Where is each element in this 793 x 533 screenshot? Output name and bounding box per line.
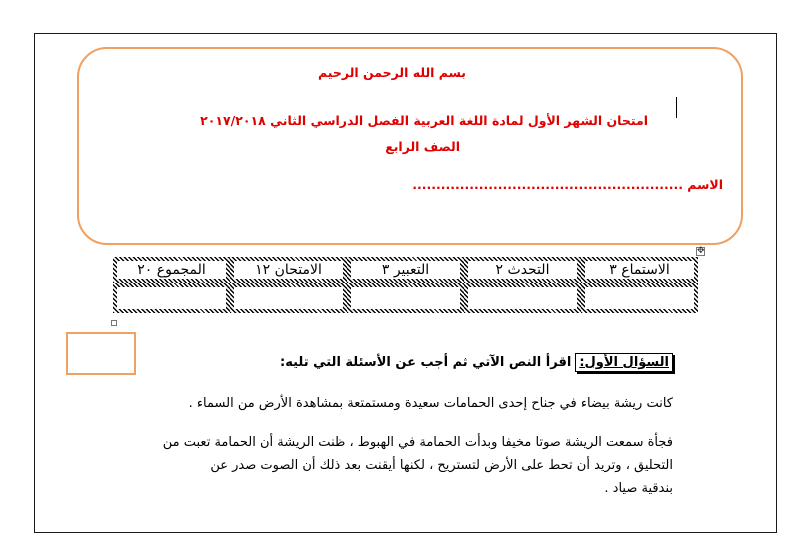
- score-table: [113, 257, 698, 313]
- passage-line: كانت ريشة بيضاء في جناح إحدى الحمامات سعيدة ومستمتعة بمشاهدة الأرض من السماء .: [188, 396, 673, 411]
- question-label: السؤال الأول:: [575, 353, 673, 372]
- score-header-cell[interactable]: المجموع ٢٠: [137, 262, 206, 278]
- passage-line: التحليق ، وتريد أن تحط على الأرض لتستريح ، لكنها أيقنت بعد ذلك أن الصوت صدر عن: [210, 458, 673, 473]
- name-field-line: الاسم .........................................................: [412, 177, 723, 192]
- table-resize-handle[interactable]: [111, 320, 117, 326]
- passage-line: فجأة سمعت الريشة صوتا مخيفا وبدأت الحمامة في الهبوط ، ظنت الريشة أن الحمامة تعبت من: [162, 435, 673, 450]
- score-table-value-row: [113, 283, 698, 313]
- score-box[interactable]: [66, 332, 136, 375]
- question-line: [280, 353, 673, 372]
- score-header-cell[interactable]: الامتحان ١٢: [255, 262, 322, 278]
- score-header-cell[interactable]: الاستماع ٣: [609, 262, 670, 278]
- score-header-cell[interactable]: التعبير ٣: [381, 262, 430, 278]
- basmala: بسم الله الرحمن الرحيم: [318, 65, 466, 80]
- table-move-handle-icon[interactable]: ✥: [697, 246, 705, 256]
- text-cursor: [676, 97, 677, 118]
- grade-label: الصف الرابع: [385, 139, 460, 154]
- exam-title: امتحان الشهر الأول لمادة اللغة العربية الفصل الدراسي الثاني ٢٠١٧/٢٠١٨: [200, 113, 648, 128]
- score-value-cell[interactable]: [581, 283, 698, 313]
- score-table-header-row: [113, 257, 698, 283]
- passage-line: بندقية صياد .: [604, 481, 673, 496]
- score-header-cell[interactable]: التحدث ٢: [495, 262, 550, 278]
- score-value-cell[interactable]: [347, 283, 464, 313]
- score-value-cell[interactable]: [113, 283, 230, 313]
- score-value-cell[interactable]: [230, 283, 347, 313]
- score-value-cell[interactable]: [464, 283, 581, 313]
- question-instruction: اقرأ النص الآتي ثم أجب عن الأسئلة التي تليه:: [280, 355, 572, 370]
